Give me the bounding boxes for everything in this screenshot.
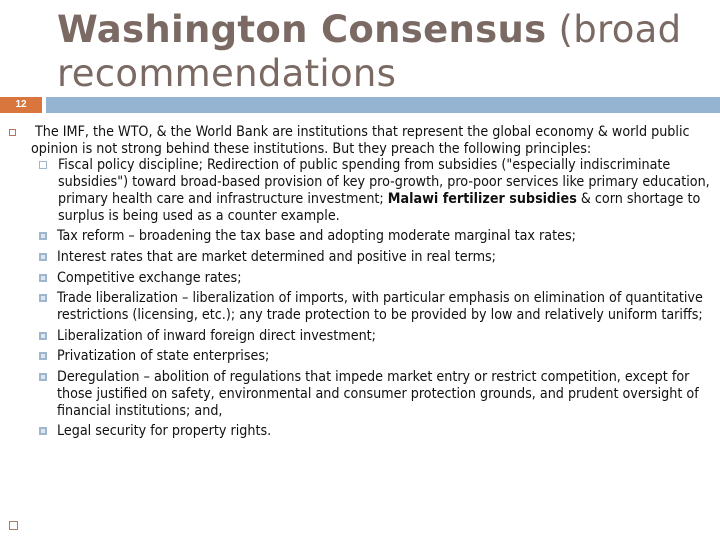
intro-text: The IMF, the WTO, & the World Bank are institutions that represent the global economy & world public opinion is not strong behind these institutions. But they preach the following principles: bbox=[31, 124, 690, 157]
slide-body bbox=[0, 124, 720, 444]
item-text: Competitive exchange rates; bbox=[57, 269, 242, 286]
list-item bbox=[0, 328, 720, 345]
slide-title bbox=[57, 8, 697, 96]
item-text: Tax reform – broadening the tax base and adopting moderate marginal tax rates; bbox=[57, 228, 576, 245]
item-text: Interest rates that are market determined and positive in real terms; bbox=[57, 248, 496, 265]
item-tail-text: & corn shortage to surplus is being used as a counter example. bbox=[58, 190, 701, 224]
item-bold-text: Malawi fertilizer subsidies bbox=[387, 190, 577, 207]
square-bullet-icon bbox=[39, 253, 47, 261]
empty-bullet-icon bbox=[9, 521, 18, 530]
item-text: Privatization of state enterprises; bbox=[57, 348, 270, 365]
list-item bbox=[0, 249, 720, 266]
item-text: Fiscal policy discipline; Redirection of public spending from subsidies ("especially indiscriminate subsidies") toward broad-based provision of key pro-growth, pro-poor services like primary education, primary health care and infrastructure investment; bbox=[58, 157, 710, 207]
item-text: Deregulation – abolition of regulations that impede market entry or restrict competition, except for those justified on safety, environmental and consumer protection grounds, and prudent oversight of financial institutions; and, bbox=[57, 369, 699, 419]
square-bullet-icon bbox=[9, 129, 16, 136]
list-item bbox=[0, 157, 720, 224]
square-bullet-icon bbox=[39, 332, 47, 340]
list-item bbox=[0, 423, 720, 440]
square-bullet-icon bbox=[39, 161, 47, 169]
square-bullet-icon bbox=[39, 427, 47, 435]
title-rest: (broad bbox=[546, 8, 682, 51]
item-text: Liberalization of inward foreign direct investment; bbox=[57, 327, 376, 344]
list-item bbox=[0, 228, 720, 245]
principles-list bbox=[0, 157, 720, 440]
square-bullet-icon bbox=[39, 232, 47, 240]
slide-number: 12 bbox=[0, 97, 42, 113]
square-bullet-icon bbox=[39, 274, 47, 282]
bullet-level1 bbox=[0, 124, 720, 157]
header-bar bbox=[46, 97, 720, 113]
square-bullet-icon bbox=[39, 294, 47, 302]
list-item bbox=[0, 290, 720, 323]
item-text: Trade liberalization – liberalization of imports, with particular emphasis on elimination of quantitative restrictions (licensing, etc.); any trade protection to be provided by low and relatively uniform tariffs; bbox=[57, 290, 703, 324]
item-text: Legal security for property rights. bbox=[57, 423, 272, 440]
list-item bbox=[0, 270, 720, 287]
square-bullet-icon bbox=[39, 373, 47, 381]
square-bullet-icon bbox=[39, 352, 47, 360]
title-line2: recommendations bbox=[57, 52, 397, 95]
list-item bbox=[0, 348, 720, 365]
list-item bbox=[0, 369, 720, 419]
title-bold: Washington Consensus bbox=[57, 8, 547, 51]
